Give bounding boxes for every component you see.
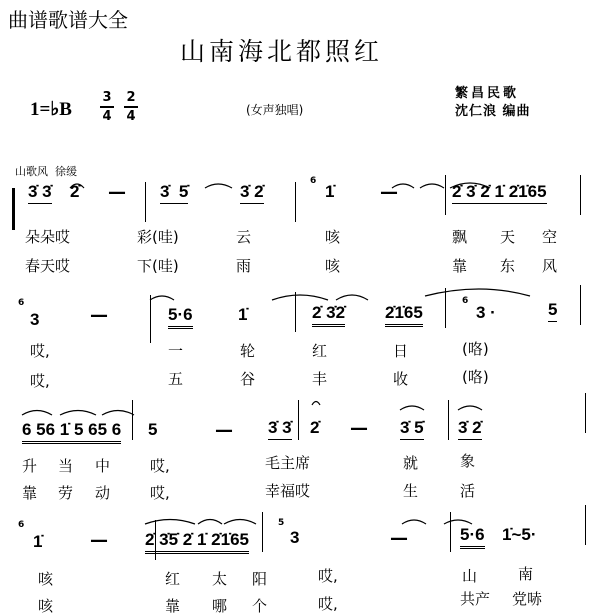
note: 5 — [148, 420, 158, 439]
sustain-dash: — — [350, 418, 368, 439]
tempo-marking: 山歌风 徐缓 — [15, 165, 77, 178]
note: 1̇ — [325, 182, 335, 201]
lyric: 雨 — [236, 257, 252, 275]
barline — [580, 285, 581, 325]
note: 3̇ 5̇ — [160, 182, 188, 204]
barline — [585, 393, 586, 433]
note: 3̇ 5̇ — [400, 418, 424, 440]
arranger-credit: 沈仁浪 编曲 — [455, 104, 531, 119]
lyric: 哎, — [30, 342, 50, 360]
origin-credit: 繁昌民歌 — [455, 86, 520, 101]
grace-note: 5 — [278, 518, 285, 528]
barline — [295, 182, 296, 222]
site-name: 曲谱歌谱大全 — [8, 8, 128, 32]
lyric: (咯) — [462, 340, 489, 358]
lyric: 哎, — [30, 372, 50, 390]
note: 5 — [548, 300, 557, 322]
lyric: 红 — [312, 342, 328, 360]
lyric: 春天哎 — [25, 257, 71, 275]
lyric: 朵朵哎 — [25, 228, 71, 246]
note: 5·6 — [460, 525, 485, 549]
lyric: 党哧 — [512, 590, 543, 608]
barline — [262, 512, 263, 552]
lyric: 中 — [95, 457, 111, 475]
note: 2̇1̇65 — [385, 303, 423, 327]
performance-note: (女声独唱) — [246, 103, 304, 117]
lyric: 太 — [212, 570, 228, 588]
barline — [445, 288, 446, 328]
lyric: 空 — [542, 228, 558, 246]
lyric: 丰 — [312, 370, 328, 388]
barline — [580, 175, 581, 215]
lyric: 谷 — [240, 370, 256, 388]
note: 1̇ — [33, 532, 43, 551]
lyric: 云 — [236, 228, 252, 246]
barline — [585, 505, 586, 545]
lyric: 当 — [58, 457, 74, 475]
lyric: 活 — [460, 482, 476, 500]
sustain-dash: — — [380, 182, 398, 203]
barline — [145, 182, 146, 222]
lyric: 东 — [500, 257, 516, 275]
lyric: 个 — [252, 597, 268, 615]
lyric: 生 — [403, 482, 419, 500]
lyric: 毛主席 — [265, 454, 311, 472]
lyric: 天 — [500, 228, 516, 246]
lyric: 下(哇) — [137, 257, 179, 275]
lyric: 哎, — [318, 567, 338, 585]
barline — [295, 292, 296, 332]
barline — [298, 400, 299, 440]
lyric: 升 — [22, 457, 38, 475]
lyric: 哎, — [150, 484, 170, 502]
lyric: 哎, — [318, 595, 338, 613]
grace-note: 6 — [18, 520, 25, 530]
key-signature: 1=♭B — [30, 99, 72, 120]
lyric: 咳 — [325, 228, 341, 246]
grace-note: 6 — [310, 176, 317, 186]
note: 3̇ 3̇ — [28, 182, 52, 204]
song-title: 山南海北都照红 — [180, 37, 384, 66]
sustain-dash: — — [390, 528, 408, 549]
lyric: 象 — [460, 452, 476, 470]
barline — [132, 400, 133, 440]
lyric: 咳 — [325, 257, 341, 275]
lyric: 飘 — [452, 228, 468, 246]
note: 2̇ 3̇ 2̇ 1̇ 2̇1̇65 — [452, 182, 547, 204]
note: 1̇ — [238, 305, 248, 324]
note: 2̇ — [70, 182, 80, 201]
lyric: 红 — [165, 570, 181, 588]
time-signature-3-4: 3 4 — [100, 90, 114, 124]
note: 2̇ — [310, 418, 320, 437]
note: 3 — [30, 310, 40, 329]
note: 3̇ 2̇ — [458, 418, 482, 440]
barline — [448, 400, 449, 440]
note: 3 · — [476, 303, 496, 322]
lyric: 轮 — [240, 342, 256, 360]
lyric: 幸福哎 — [265, 482, 311, 500]
note: 1̇~5· — [502, 525, 537, 544]
lyric: 靠 — [452, 257, 468, 275]
barline — [445, 175, 446, 215]
note: 3 — [290, 528, 300, 547]
lyric: 靠 — [22, 484, 38, 502]
lyric: 五 — [168, 370, 184, 388]
lyric: 风 — [542, 257, 558, 275]
lyric: 山 — [462, 567, 478, 585]
note: 2̇ 3̇5̇ 2̇ 1̇ 2̇1̇65 — [145, 530, 249, 554]
lyric: 收 — [393, 370, 409, 388]
repeat-start-barline — [12, 188, 15, 230]
lyric: 动 — [95, 484, 111, 502]
lyric: 哪 — [212, 597, 228, 615]
note: 3̇ 2̇ — [240, 182, 264, 204]
time-signature-2-4: 2 4 — [124, 90, 138, 124]
grace-note: 6 — [462, 296, 469, 306]
lyric: 靠 — [165, 597, 181, 615]
sustain-dash: — — [108, 182, 126, 203]
lyric: 彩(哇) — [137, 228, 179, 246]
lyric: 南 — [518, 565, 534, 583]
barline — [450, 512, 451, 552]
note: 2̇ 3̇2̇ — [312, 303, 345, 327]
sustain-dash: — — [90, 305, 108, 326]
lyric: 一 — [168, 342, 184, 360]
lyric: 咳 — [38, 597, 54, 615]
sustain-dash: — — [215, 420, 233, 441]
lyric: 日 — [393, 342, 409, 360]
lyric: 哎, — [150, 457, 170, 475]
note: 5·6 — [168, 305, 193, 329]
lyric: 共产 — [460, 590, 491, 608]
note: 6 56 1̇ 5 65 6 — [22, 420, 121, 444]
lyric: 阳 — [252, 570, 268, 588]
barline — [150, 295, 151, 343]
note: 3̇ 3̇ — [268, 418, 292, 440]
lyric: 劳 — [58, 484, 74, 502]
lyric: 就 — [403, 454, 419, 472]
lyric: 咳 — [38, 570, 54, 588]
lyric: (咯) — [462, 368, 489, 386]
grace-note: 6 — [18, 298, 25, 308]
sustain-dash: — — [90, 530, 108, 551]
